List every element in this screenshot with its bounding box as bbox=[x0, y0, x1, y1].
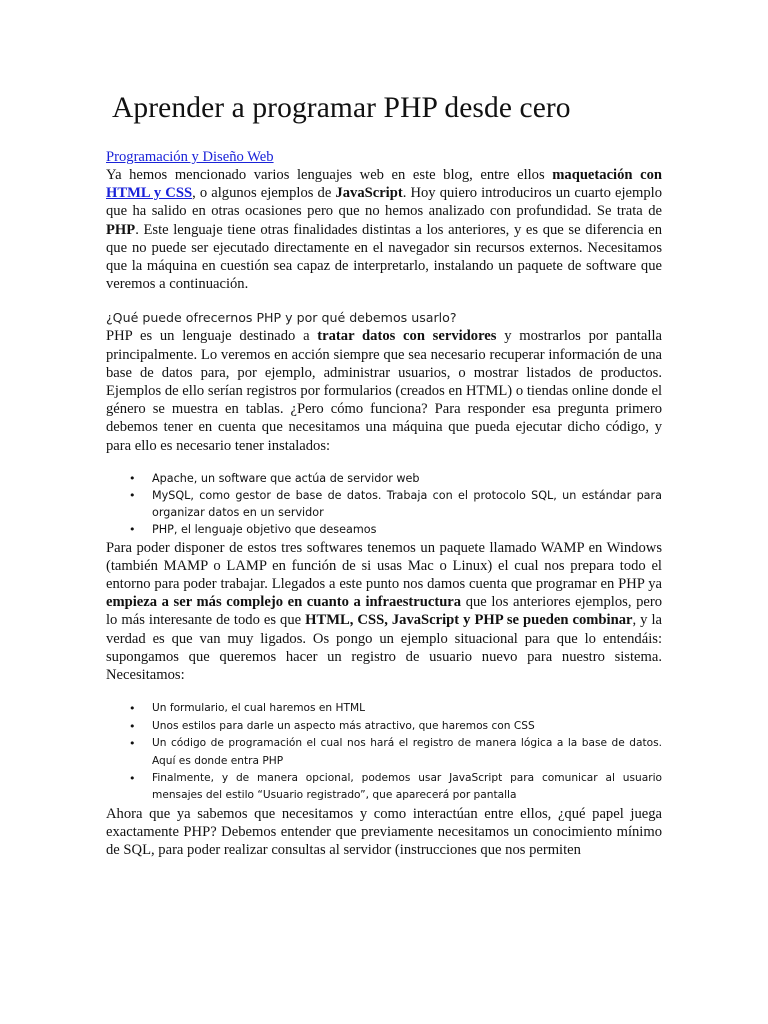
intro-paragraph bbox=[106, 166, 662, 293]
body-paragraph: Ahora que ya sabemos que necesitamos y como interactúan entre ellos, ¿qué papel juega exactamente PHP? Debemos entender que previamente necesitamos un conocimiento mínimo de SQL, para poder realizar consultas al servidor (instrucciones que nos permiten bbox=[106, 805, 662, 859]
list-item-text: Finalmente, y de manera opcional, podemos usar JavaScript para comunicar al usuario mensajes del estilo “Usuario registrado”, que aparecerá por pantalla bbox=[152, 771, 662, 802]
list-item bbox=[106, 770, 662, 805]
bullet-icon: • bbox=[129, 471, 136, 485]
list-item-text: Apache, un software que actúa de servidor web bbox=[152, 471, 420, 485]
registration-needs-list bbox=[106, 700, 662, 804]
list-item-text: Un código de programación el cual nos hará el registro de manera lógica a la base de datos. Aquí es donde entra PHP bbox=[152, 737, 662, 767]
bold-run: JavaScript bbox=[335, 185, 403, 202]
requirements-list bbox=[106, 470, 662, 539]
bullet-icon: • bbox=[129, 719, 136, 733]
list-item bbox=[106, 487, 662, 521]
bold-run: maquetación con bbox=[552, 167, 662, 183]
document-page bbox=[106, 88, 662, 859]
body-paragraph bbox=[106, 539, 662, 685]
text-run: , y la verdad es que van muy ligados. Os pongo un ejemplo situacional para que lo entendáis: supongamos que queremos hacer un registro de usuario nuevo para nuestro sistema. Necesitamos: bbox=[106, 612, 662, 684]
list-item-text: Un formulario, el cual haremos en HTML bbox=[152, 702, 365, 715]
text-run: que los anteriores ejemplos, pero lo más interesante de todo es que bbox=[106, 594, 662, 629]
body-paragraph bbox=[106, 327, 662, 454]
list-item bbox=[106, 700, 662, 717]
bold-run: HTML, CSS, JavaScript y PHP se pueden combinar bbox=[305, 612, 633, 629]
bullet-icon: • bbox=[129, 771, 136, 785]
text-run: y mostrarlos por pantalla principalmente. Lo veremos en acción siempre que sea necesario recuperar información de una base de datos para, por ejemplo, administrar usuarios, o mostrar listados de productos. Ejemplos de ello serían registros por formularios (creados en HTML) o tiendas online donde el género se muestra en tablas. ¿Pero cómo funciona? Para responder esa pregunta primero debemos tener en cuenta que necesitamos una máquina que pueda ejecutar dicho código, y para ello es necesario tener instalados: bbox=[106, 328, 662, 454]
list-item bbox=[106, 718, 662, 735]
text-run: , o algunos ejemplos de bbox=[192, 185, 336, 202]
section-subheading: ¿Qué puede ofrecernos PHP y por qué debemos usarlo? bbox=[106, 310, 457, 326]
bold-run: empieza a ser más complejo en cuanto a infraestructura bbox=[106, 594, 462, 611]
bullet-icon: • bbox=[129, 737, 136, 751]
text-run: PHP es un lenguaje destinado a bbox=[106, 328, 318, 345]
list-item-text: PHP, el lenguaje objetivo que deseamos bbox=[152, 523, 377, 537]
bullet-icon: • bbox=[129, 489, 136, 503]
text-run: . Hoy quiero introduciros un cuarto ejemplo que ha salido en otras ocasiones pero que no hemos analizado con profundidad. Se trata de bbox=[106, 185, 663, 220]
list-item bbox=[106, 470, 662, 487]
list-item-text: MySQL, como gestor de base de datos. Trabaja con el protocolo SQL, un estándar para organizar datos en un servidor bbox=[152, 489, 662, 520]
bold-run: tratar datos con servidores bbox=[317, 328, 497, 345]
text-run: Para poder disponer de estos tres softwares tenemos un paquete llamado WAMP en Windows (también MAMP o LAMP en función de si usas Mac o Linux) el cual nos prepara todo el entorno para poder trabajar. Llegados a este punto nos damos cuenta que programar en PHP ya bbox=[106, 539, 662, 593]
bullet-icon: • bbox=[129, 702, 136, 716]
text-run: Ya hemos mencionado varios lenguajes web en este blog, entre ellos bbox=[106, 167, 553, 183]
category-link[interactable]: Programación y Diseño Web bbox=[106, 149, 274, 165]
list-item-text: Unos estilos para darle un aspecto más atractivo, que haremos con CSS bbox=[152, 719, 535, 732]
page-title: Aprender a programar PHP desde cero bbox=[112, 92, 571, 124]
text-run: . Este lenguaje tiene otras finalidades distintas a los anteriores, y es que se diferencia en que no puede ser ejecutado directamente en el navegador sin recursos externos. Necesitamos que la máquina en cuestión sea capaz de interpretarlo, instalando un paquete de software que veremos a continuación. bbox=[106, 221, 662, 293]
bullet-icon: • bbox=[129, 523, 136, 537]
bold-run: PHP bbox=[106, 221, 136, 238]
list-item bbox=[106, 521, 662, 538]
list-item bbox=[106, 735, 662, 770]
html-css-link[interactable]: HTML y CSS bbox=[106, 185, 193, 202]
